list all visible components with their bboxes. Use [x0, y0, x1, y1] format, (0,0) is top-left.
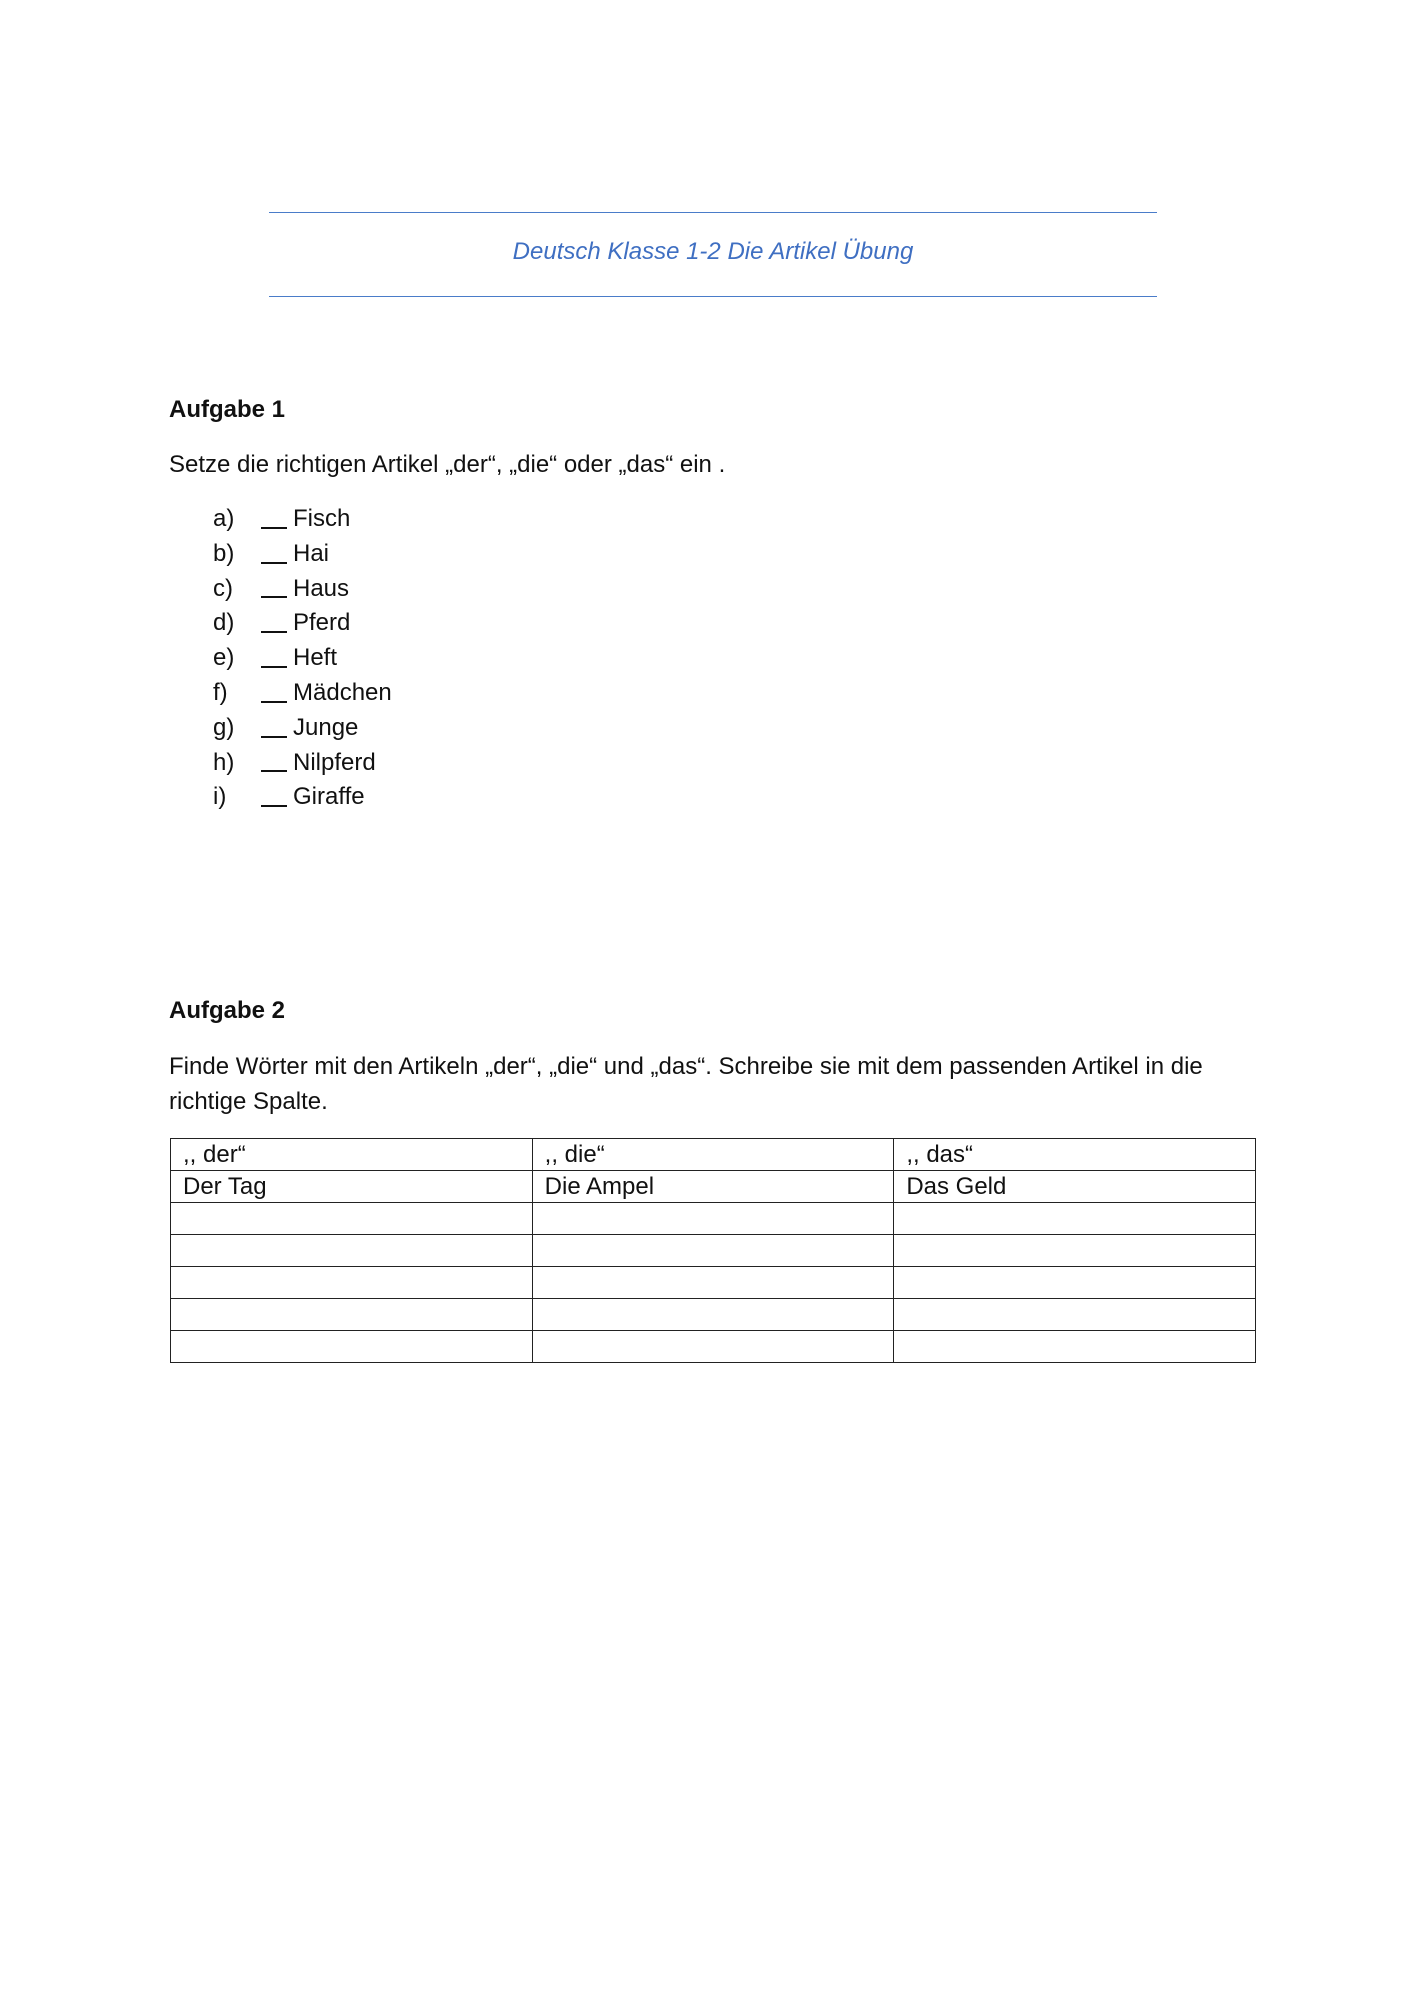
- list-item: [213, 711, 392, 746]
- table-cell[interactable]: [894, 1267, 1256, 1299]
- table-cell[interactable]: [894, 1203, 1256, 1235]
- table-cell[interactable]: [171, 1267, 533, 1299]
- column-header-die: ,, die“: [532, 1139, 894, 1171]
- header-top-rule: [269, 212, 1157, 213]
- task2-heading: Aufgabe 2: [169, 997, 286, 1024]
- item-letter: i): [213, 783, 227, 811]
- list-item: [213, 746, 392, 781]
- table-row: [171, 1203, 1256, 1235]
- table-cell[interactable]: [532, 1203, 894, 1235]
- item-letter: d): [213, 609, 235, 637]
- item-word: Fisch: [293, 505, 351, 532]
- column-header-der: ,, der“: [171, 1139, 533, 1171]
- table-cell[interactable]: [532, 1299, 894, 1331]
- table-cell[interactable]: [171, 1299, 533, 1331]
- item-word: Heft: [293, 644, 338, 672]
- table-header-row: [171, 1139, 1256, 1171]
- answer-blank[interactable]: [261, 770, 287, 772]
- item-letter: e): [213, 644, 235, 672]
- item-word: Junge: [293, 713, 359, 741]
- header-bottom-rule: [269, 296, 1157, 297]
- item-word: Pferd: [293, 609, 351, 637]
- task1-list: [213, 502, 392, 815]
- table-cell[interactable]: Die Ampel: [532, 1171, 894, 1203]
- answer-blank[interactable]: [261, 527, 287, 529]
- table-row: [171, 1299, 1256, 1331]
- table-row: [171, 1267, 1256, 1299]
- page-title: Deutsch Klasse 1-2 Die Artikel Übung: [512, 238, 914, 265]
- item-letter: b): [213, 539, 235, 567]
- table-cell[interactable]: [532, 1235, 894, 1267]
- item-word: Haus: [293, 574, 350, 602]
- table-row: [171, 1331, 1256, 1363]
- item-word: Hai: [293, 539, 330, 567]
- list-item: [213, 502, 392, 537]
- table-cell[interactable]: [171, 1235, 533, 1267]
- item-letter: g): [213, 713, 235, 741]
- item-letter: a): [213, 505, 235, 532]
- item-letter: h): [213, 748, 235, 776]
- table-cell[interactable]: [894, 1235, 1256, 1267]
- task1-instruction: Setze die richtigen Artikel „der“, „die“ oder „das“ ein .: [169, 451, 726, 478]
- item-word: Mädchen: [293, 678, 392, 706]
- table-cell[interactable]: Das Geld: [894, 1171, 1256, 1203]
- answer-blank[interactable]: [261, 631, 287, 633]
- item-letter: f): [213, 678, 228, 706]
- item-word: Nilpferd: [293, 748, 376, 776]
- item-letter: c): [213, 574, 233, 602]
- column-header-das: ,, das“: [894, 1139, 1256, 1171]
- list-item: [213, 572, 392, 607]
- table-cell[interactable]: [894, 1299, 1256, 1331]
- table-cell[interactable]: Der Tag: [171, 1171, 533, 1203]
- answer-blank[interactable]: [261, 596, 287, 598]
- table-row: [171, 1171, 1256, 1203]
- list-item: [213, 537, 392, 572]
- table-cell[interactable]: [171, 1331, 533, 1363]
- answer-blank[interactable]: [261, 562, 287, 564]
- task1-heading: Aufgabe 1: [169, 396, 286, 423]
- table-cell[interactable]: [532, 1331, 894, 1363]
- list-item: [213, 780, 392, 815]
- list-item: [213, 606, 392, 641]
- table-cell[interactable]: [532, 1267, 894, 1299]
- answer-blank[interactable]: [261, 805, 287, 807]
- table-row: [171, 1235, 1256, 1267]
- list-item: [213, 641, 392, 676]
- article-table: [170, 1138, 1256, 1363]
- list-item: [213, 676, 392, 711]
- item-word: Giraffe: [293, 783, 365, 811]
- answer-blank[interactable]: [261, 736, 287, 738]
- table-cell[interactable]: [894, 1331, 1256, 1363]
- table-cell[interactable]: [171, 1203, 533, 1235]
- answer-blank[interactable]: [261, 666, 287, 668]
- task2-instruction: Finde Wörter mit den Artikeln „der“, „die“ und „das“. Schreibe sie mit dem passenden Artikel in die richtige Spalte.: [169, 1053, 1203, 1115]
- answer-blank[interactable]: [261, 701, 287, 703]
